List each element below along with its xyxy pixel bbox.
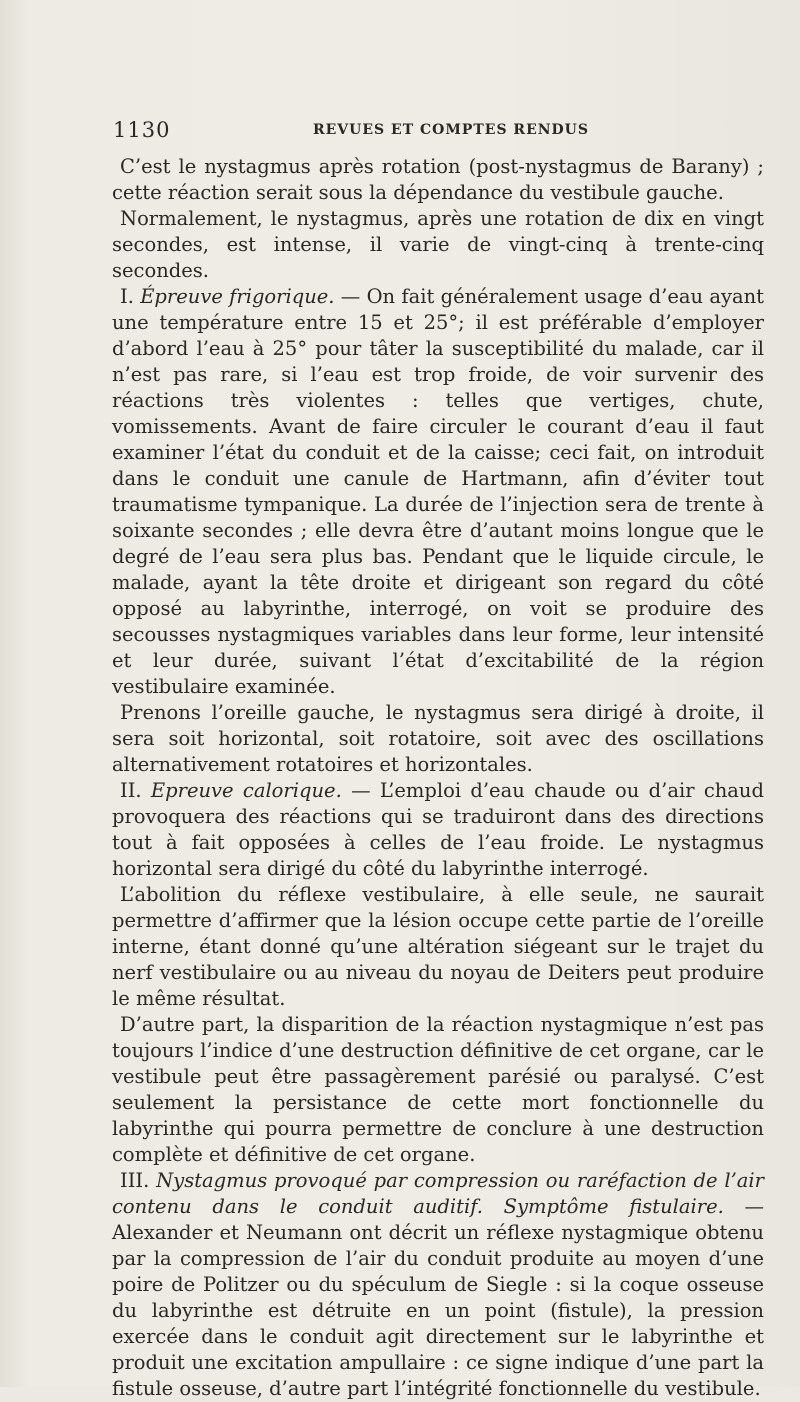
page-number: 1130: [113, 118, 171, 142]
section-title: Nystagmus provoqué par compression ou raréfaction de l’air contenu dans le conduit auditif. Symptôme fistulaire.: [112, 1169, 764, 1218]
running-head: REVUES ET COMPTES RENDUS: [313, 122, 589, 138]
section-epreuve-frigorique: I. Épreuve frigorique. — On fait généralement usage d’eau ayant une température entre 15 et 25°; il est préférable d’employer d’abord l’eau à 25° pour tâter la susceptibilité du malade, car il n’est pas rare, si l’eau est trop froide, de voir survenir des réactions très violentes : telles que vertiges, chute, vomissements. Avant de faire circuler le courant d’eau il faut examiner l’état du conduit et de la caisse; ceci fait, on introduit dans le conduit une canule de Hartmann, afin d’éviter tout traumatisme tympanique. La durée de l’injection sera de trente à soixante secondes ; elle devra être d’autant moins longue que le degré de l’eau sera plus bas. Pendant que le liquide circule, le malade, ayant la tête droite et dirigeant son regard du côté opposé au labyrinthe, interrogé, on voit se produire des secousses nystagmiques variables dans leur forme, leur intensité et leur durée, suivant l’état d’excitabilité de la région vestibulaire examinée.: [112, 285, 764, 698]
body-text: [112, 154, 764, 1402]
paragraph: L’abolition du réflexe vestibulaire, à elle seule, ne saurait permettre d’affirmer que la lésion occupe cette partie de l’oreille interne, étant donné qu’une altération siégeant sur le trajet du nerf vestibulaire ou au niveau du noyau de Deiters peut produire le même résultat.: [112, 883, 764, 1010]
paragraph: C’est le nystagmus après rotation (post-nystagmus de Barany) ; cette réaction serait sous la dépendance du vestibule gauche.: [112, 155, 764, 204]
paragraph: Prenons l’oreille gauche, le nystagmus sera dirigé à droite, il sera soit horizontal, soit rotatoire, soit avec des oscillations alternativement rotatoires et horizontales.: [112, 701, 764, 776]
section-title: Epreuve calorique.: [150, 779, 342, 802]
section-title: Épreuve frigorique.: [140, 285, 335, 308]
page-header: [113, 118, 765, 148]
paragraph: D’autre part, la disparition de la réaction nystagmique n’est pas toujours l’indice d’une destruction définitive de cet organe, car le vestibule peut être passagèrement parésié ou paralysé. C’est seulement la persistance de cette mort fonctionnelle du labyrinthe qui pourra permettre de conclure à une destruction complète et définitive de cet organe.: [112, 1013, 764, 1166]
paragraph: Normalement, le nystagmus, après une rotation de dix en vingt secondes, est intense, il varie de vingt-cinq à trente-cinq secondes.: [112, 207, 764, 282]
section-nystagmus-provoque: III. Nystagmus provoqué par compression ou raréfaction de l’air contenu dans le conduit auditif. Symptôme fistulaire. — Alexander et Neumann ont décrit un réflexe nystagmique obtenu par la compression de l’air du conduit produite au moyen d’une poire de Politzer ou du spéculum de Siegle : si la coque osseuse du labyrinthe est détruite en un point (fistule), la pression exercée dans le conduit agit directement sur le labyrinthe et produit une excitation ampullaire : ce signe indique d’une part la fistule osseuse, d’autre part l’intégrité fonctionnelle du vestibule.: [112, 1169, 764, 1400]
section-epreuve-calorique: II. Epreuve calorique. — L’emploi d’eau chaude ou d’air chaud provoquera des réactions qui se traduiront dans des directions tout à fait opposées à celles de l’eau froide. Le nystagmus horizontal sera dirigé du côté du labyrinthe interrogé.: [112, 779, 764, 880]
